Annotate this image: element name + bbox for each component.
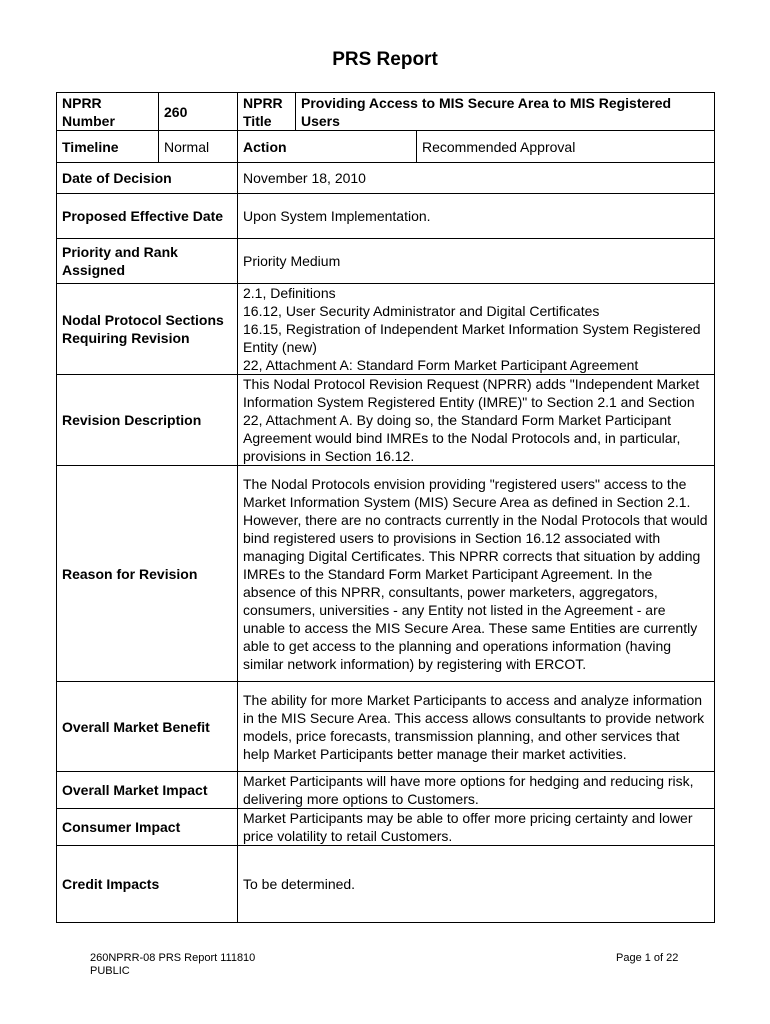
nprr-number-value: 260: [159, 93, 238, 131]
timeline-row: [57, 131, 715, 163]
date-of-decision-value: November 18, 2010: [238, 163, 715, 194]
credit-impacts-row: [57, 846, 715, 923]
consumer-impact-row: [57, 809, 715, 846]
proposed-effective-date-label: Proposed Effective Date: [57, 194, 238, 239]
revision-description-row: [57, 375, 715, 466]
nprr-title-value: Providing Access to MIS Secure Area to MIS Registered Users: [296, 93, 715, 131]
priority-rank-row: [57, 239, 715, 284]
priority-rank-label: Priority and Rank Assigned: [57, 239, 238, 284]
action-value: Recommended Approval: [417, 131, 715, 163]
footer-page-number: Page 1 of 22: [616, 952, 679, 964]
timeline-value: Normal: [159, 131, 238, 163]
timeline-label: Timeline: [57, 131, 159, 163]
action-label: Action: [238, 131, 417, 163]
reason-for-revision-value: The Nodal Protocols envision providing "registered users" access to the Market Information System (MIS) Secure Area as defined in Section 2.1. However, there are no contracts currently in the Nodal Protocols that would bind registered users to provisions in Section 16.12 associated with managing Digital Certificates. This NPRR corrects that situation by adding IMREs to the Standard Form Market Participant Agreement. In the absence of this NPRR, consultants, power marketers, aggregators, consumers, universities - any Entity not listed in the Agreement - are unable to access the MIS Secure Area. These same Entities are currently able to get access to the planning and operations information (having similar network information) by registering with ERCOT.: [238, 466, 715, 682]
sections-requiring-revision-value: 2.1, Definitions 16.12, User Security Administrator and Digital Certificates 16.15, Registration of Independent Market Information System Registered Entity (new) 22, Attachment A: Standard Form Market Participant Agreement: [238, 284, 715, 375]
credit-impacts-value: To be determined.: [238, 846, 715, 923]
proposed-effective-date-row: [57, 194, 715, 239]
revision-description-label: Revision Description: [57, 375, 238, 466]
nprr-title-label: NPRR Title: [238, 93, 296, 131]
overall-market-impact-label: Overall Market Impact: [57, 772, 238, 809]
consumer-impact-value: Market Participants may be able to offer more pricing certainty and lower price volatility to retail Customers.: [238, 809, 715, 846]
sections-requiring-revision-label: Nodal Protocol Sections Requiring Revision: [57, 284, 238, 375]
overall-market-impact-row: [57, 772, 715, 809]
overall-market-benefit-value: The ability for more Market Participants to access and analyze information in the MIS Secure Area. This access allows consultants to provide network models, price forecasts, transmission planning, and other services that help Market Participants better manage their market activities.: [238, 682, 715, 772]
page-title: PRS Report: [332, 49, 438, 70]
credit-impacts-label: Credit Impacts: [57, 846, 238, 923]
consumer-impact-label: Consumer Impact: [57, 809, 238, 846]
nprr-number-label: NPRR Number: [57, 93, 159, 131]
overall-market-benefit-row: [57, 682, 715, 772]
header-row: [57, 93, 715, 131]
overall-market-benefit-label: Overall Market Benefit: [57, 682, 238, 772]
reason-for-revision-label: Reason for Revision: [57, 466, 238, 682]
footer-classification: PUBLIC: [90, 965, 130, 977]
date-of-decision-label: Date of Decision: [57, 163, 238, 194]
overall-market-impact-value: Market Participants will have more options for hedging and reducing risk, delivering more options to Customers.: [238, 772, 715, 809]
proposed-effective-date-value: Upon System Implementation.: [238, 194, 715, 239]
sections-requiring-revision-row: [57, 284, 715, 375]
footer-left: [90, 952, 255, 978]
revision-description-value: This Nodal Protocol Revision Request (NPRR) adds "Independent Market Information System Registered Entity (IMRE)" to Section 2.1 and Section 22, Attachment A. By doing so, the Standard Form Market Participant Agreement would bind IMREs to the Nodal Protocols and, in particular, provisions in Section 16.12.: [238, 375, 715, 466]
reason-for-revision-row: [57, 466, 715, 682]
priority-rank-value: Priority Medium: [238, 239, 715, 284]
prs-report-table: [56, 92, 715, 923]
footer-doc-id: 260NPRR-08 PRS Report 111810: [90, 952, 256, 964]
date-of-decision-row: [57, 163, 715, 194]
